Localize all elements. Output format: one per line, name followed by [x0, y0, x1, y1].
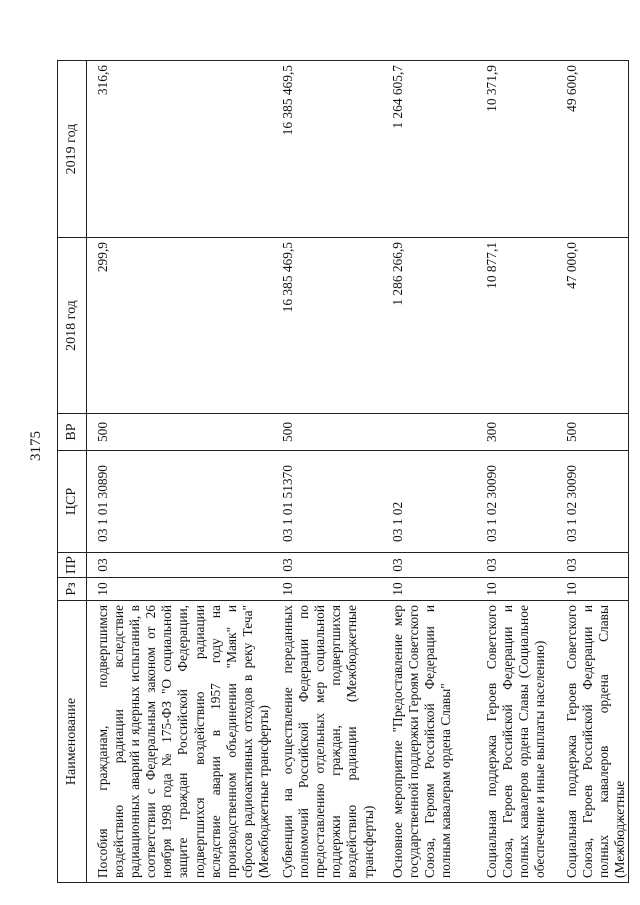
row-2019: 316,6: [87, 61, 273, 238]
table-row: [87, 61, 273, 883]
row-name: Субвенции на осуществление переданных полномочий Российской Федерации по предоставлению отдельных мер социальной поддержки граждан, подвергшихся воздействию радиации (Межбюджетные трансферты): [280, 605, 376, 878]
row-pr: 03: [556, 553, 629, 578]
row-2019: 16 385 469,5: [272, 61, 382, 238]
row-vr: 300: [476, 414, 556, 451]
header-2019: 2019 год: [58, 61, 87, 238]
row-vr: 500: [87, 414, 273, 451]
row-pr: 03: [382, 553, 476, 578]
header-name: Наименование: [58, 601, 87, 883]
row-rz: 10: [272, 578, 382, 601]
row-name: Социальная поддержка Героев Советского Союза, Героев Российской Федерации и полных кавалеров ордена Славы (Социальное обеспечение и иные выплаты населению): [484, 605, 548, 878]
row-2018: 1 286 266,9: [382, 238, 476, 414]
row-2018: 16 385 469,5: [272, 238, 382, 414]
row-name: Основное мероприятие "Предоставление мер государственной поддержки Героям Советского Союза, Героям Российской Федерации и полным кавалерам ордена Славы": [390, 605, 454, 878]
table-row: [556, 61, 629, 883]
header-pr: ПР: [58, 553, 87, 578]
header-csr: ЦСР: [58, 451, 87, 553]
row-pr: 03: [476, 553, 556, 578]
row-vr: 500: [556, 414, 629, 451]
row-2019: 1 264 605,7: [382, 61, 476, 238]
row-name-cell: [382, 601, 476, 883]
table-row: [476, 61, 556, 883]
row-csr: 03 1 01 51370: [272, 451, 382, 553]
row-rz: 10: [556, 578, 629, 601]
row-name: Пособия гражданам, подвергшимся воздействию радиации вследствие радиационных аварий и ядерных испытаний, в соответствии с Федеральным законом от 26 ноября 1998 года № 175-ФЗ "О социальной защите граждан Российской Федерации, подвергшихся воздействию радиации вследствие аварии в 1957 году на производственном объединении "Маяк" и сбросов радиоактивных отходов в реку Теча" (Межбюджетные трансферты): [95, 605, 271, 878]
row-2018: 10 877,1: [476, 238, 556, 414]
budget-table: [57, 60, 629, 883]
page-number: 3175: [28, 431, 44, 461]
row-name-cell: [556, 601, 629, 883]
row-rz: 10: [382, 578, 476, 601]
row-csr: 03 1 02 30090: [476, 451, 556, 553]
row-name: Социальная поддержка Героев Советского Союза, Героев Российской Федерации и полных кавалеров ордена Славы (Межбюджетные: [564, 605, 628, 878]
row-csr: 03 1 02 30090: [556, 451, 629, 553]
row-rz: 10: [476, 578, 556, 601]
row-2019: 49 600,0: [556, 61, 629, 238]
row-2018: 47 000,0: [556, 238, 629, 414]
table-row: [272, 61, 382, 883]
rotated-page-content: [57, 61, 628, 883]
header-2018: 2018 год: [58, 238, 87, 414]
row-pr: 03: [87, 553, 273, 578]
row-2018: 299,9: [87, 238, 273, 414]
row-name-cell: [87, 601, 273, 883]
header-vr: ВР: [58, 414, 87, 451]
table-header-row: [58, 61, 87, 883]
header-rz: Рз: [58, 578, 87, 601]
row-name-cell: [272, 601, 382, 883]
table-row: [382, 61, 476, 883]
row-vr: [382, 414, 476, 451]
row-csr: 03 1 01 30890: [87, 451, 273, 553]
row-vr: 500: [272, 414, 382, 451]
row-pr: 03: [272, 553, 382, 578]
row-csr: 03 1 02: [382, 451, 476, 553]
row-2019: 10 371,9: [476, 61, 556, 238]
row-rz: 10: [87, 578, 273, 601]
row-name-cell: [476, 601, 556, 883]
